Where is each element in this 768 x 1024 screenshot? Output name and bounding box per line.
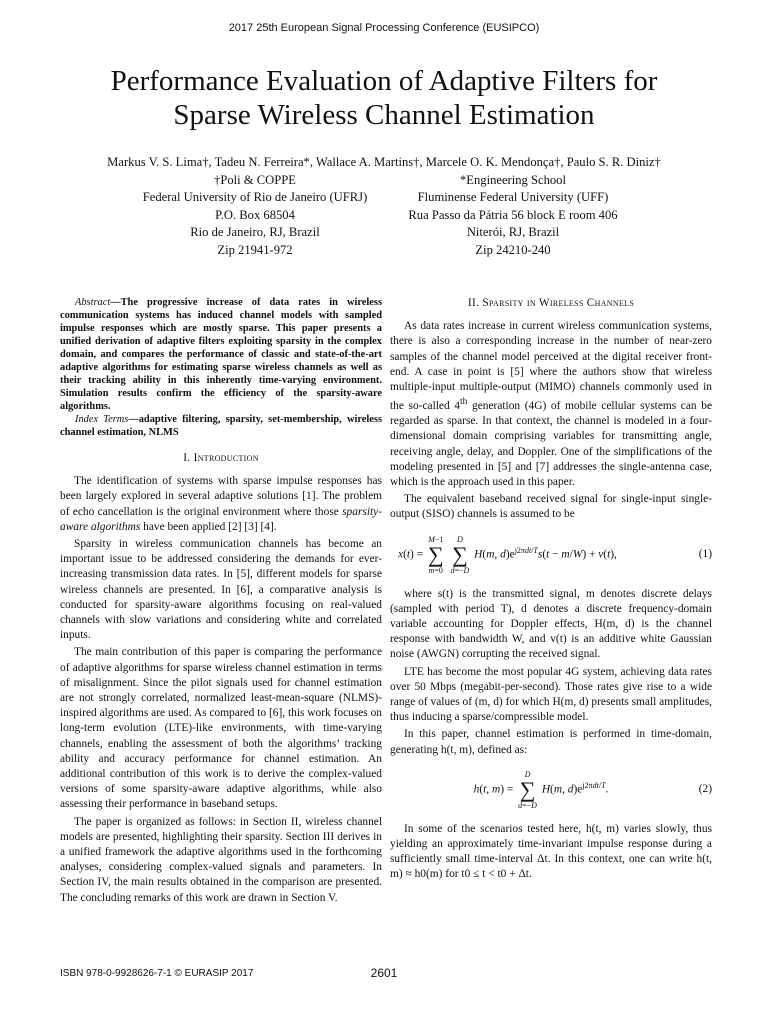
affiliation-line: Fluminense Federal University (UFF) <box>417 190 609 205</box>
section-title: Sparsity in Wireless Channels <box>482 297 635 309</box>
affiliation-line: Zip 21941-972 <box>217 242 293 257</box>
left-column <box>60 296 382 908</box>
abstract-label: Abstract <box>75 297 111 308</box>
superscript: th <box>460 397 468 408</box>
paragraph: In this paper, channel estimation is performed in time-domain, generating h(t, m), defined as: <box>390 728 712 756</box>
text-run: As data rates increase in current wireless communication systems, there is also a corresponding increase in the number of near-zero samples of the channel model perceived at the digital receiver front-end. A case in point is [5] where the authors show that wireless multiple-input multiple-output (MIMO) channels commonly used in the so-called 4 <box>390 320 712 413</box>
equation-1 <box>390 529 712 581</box>
index-terms-text: —adaptive filtering, sparsity, set-membership, wireless channel estimation, NLMS <box>60 414 382 438</box>
affiliation-right <box>378 172 648 259</box>
section-heading <box>60 451 382 466</box>
section-number: I. <box>183 452 191 464</box>
equation-body: h(t, m) = D ∑ d=−D H(m, $d)e^{j2\pi dt/T}$. <box>473 769 609 810</box>
title-line-2: Sparse Wireless Channel Estimation <box>173 99 595 131</box>
page-number: 2601 <box>370 966 398 980</box>
affiliation-line: Federal University of Rio de Janeiro (UFRJ) <box>142 190 368 205</box>
text-run: The identification of systems with sparse impulse responses has been largely explored in several adaptive solutions [1]. The problem of echo cancellation is the original environment where those <box>60 475 382 518</box>
abstract <box>60 296 382 413</box>
affiliation-line: †Poli & COPPE <box>214 173 296 187</box>
paragraph: The main contribution of this paper is comparing the performance of adaptive algorithms for sparse wireless channel estimation in terms of misalignment. Since the pilot signals used for channel estimation are not strongly correlated, normalized least-mean-square (NLMS)-inspired algorithms are used. As compared to [6], this work focuses on long-term evolution (LTE)-like environments, with time-varying channels, enabling the assessment of both the algorithms’ tracking ability and accuracy performance for channel estimation. An additional contribution of this work is to derive the complex-valued versions of some sparsity-aware adaptive algorithms, while also assessing their performance in baseband setups. <box>60 646 382 811</box>
section-number: II. <box>467 297 480 309</box>
conference-header: 2017 25th European Signal Processing Conference (EUSIPCO) <box>228 22 540 34</box>
author-list: Markus V. S. Lima†, Tadeu N. Ferreira*, Wallace A. Martins†, Marcele O. K. Mendonça†, Paulo S. R. Diniz† <box>107 155 661 169</box>
section-title: Introduction <box>193 452 259 464</box>
right-column <box>390 296 712 885</box>
paragraph <box>390 319 712 490</box>
abstract-text: —The progressive increase of data rates in wireless communication systems has induced channel models with sampled impulse responses which are mostly sparse. This paper presents a unified derivation of adaptive filters exploiting sparsity in the complex domain, and compares the performance of classic and state-of-the-art adaptive algorithms for estimating sparse wireless channels as well as their tracking ability in this inherently time-varying environment. Simulation results confirm the efficiency of the sparsity-aware algorithms. <box>60 297 382 412</box>
paper-title <box>40 64 728 132</box>
paragraph: where s(t) is the transmitted signal, m denotes discrete delays (sampled with period T), d denotes a discrete frequency-domain variable accounting for Doppler effects, H(m, d) is the channel response with bandwidth W, and v(t) is an additive white Gaussian noise (AWGN) corrupting the received signal. <box>390 587 712 661</box>
paragraph: The equivalent baseband received signal for single-input single-output (SISO) channels is assumed to be <box>390 493 712 521</box>
emphasis: sparsity-aware algorithms <box>60 505 382 533</box>
affiliation-line: *Engineering School <box>460 173 566 187</box>
isbn-footer: ISBN 978-0-9928626-7-1 © EURASIP 2017 <box>60 968 254 979</box>
affiliation-line: Niterói, RJ, Brazil <box>466 225 560 240</box>
affiliation-line: P.O. Box 68504 <box>215 207 295 222</box>
paragraph: In some of the scenarios tested here, h(t, m) varies slowly, thus yielding an approximately time-invariant impulse response during a sufficiently small time-interval Δt. In this context, one can write h(t, m) ≈ h0(m) for t0 ≤ t < t0 + Δt. <box>390 822 712 881</box>
paragraph <box>60 474 382 535</box>
text-run: have been applied [2] [3] [4]. <box>140 520 277 533</box>
equation-2 <box>390 764 712 816</box>
equation-number: (1) <box>698 547 712 560</box>
affiliation-left <box>120 172 390 259</box>
equation-number: (2) <box>698 782 712 795</box>
section-heading <box>390 296 712 311</box>
equation-body: x(t) = M−1 ∑ m=0 D ∑ d=−D H(m, $d)e^{j2\pi dt/T}s(t - m/W) + v(t)$, <box>398 534 617 575</box>
summation-symbol: D ∑ d=−D <box>518 769 537 810</box>
title-line-1: Performance Evaluation of Adaptive Filters for <box>110 65 658 97</box>
affiliation-line: Zip 24210-240 <box>475 242 551 257</box>
paragraph: The paper is organized as follows: in Section II, wireless channel models are presented, highlighting their sparsity. Section III derives in a unified framework the adaptive algorithms used in the forthcoming analyses, considering complex-valued signals and parameters. In Section IV, the main results obtained in the comparison are presented. The concluding remarks of this work are drawn in Section V. <box>60 815 382 904</box>
affiliation-line: Rua Passo da Pátria 56 block E room 406 <box>408 207 618 222</box>
summation-symbol: M−1 ∑ m=0 <box>427 534 444 575</box>
index-terms-label: Index Terms <box>75 414 129 425</box>
summation-symbol: D ∑ d=−D <box>450 534 470 575</box>
text-run: generation (4G) of mobile cellular systems can be regarded as sparse. In that context, the channel is modeled in a four-dimensional domain comprising variables for transmitting angle, receiving angle, delay, and Doppler. One of the simplifications of the modeling presented in [5] and [7] addresses the single-antenna case, which is the approach used in this paper. <box>390 400 713 489</box>
affiliation-line: Rio de Janeiro, RJ, Brazil <box>190 225 320 240</box>
index-terms <box>60 413 382 439</box>
paragraph: LTE has become the most popular 4G system, achieving data rates over 50 Mbps (megabit-per-second). Those rates give rise to a wide range of values of (m, d) for which H(m, d) presents small amplitudes, thus inducing a sparse/compressible model. <box>390 665 712 724</box>
paragraph: Sparsity in wireless communication channels has become an important issue to be addressed considering the demands for ever-increasing transmission data rates. In [5], different models for sparse wireless channels are presented. In [6], a comparative analysis is conducted for sparsity-aware algorithms focusing on real-valued channels with slow variations and considering white and correlated inputs. <box>60 538 382 642</box>
